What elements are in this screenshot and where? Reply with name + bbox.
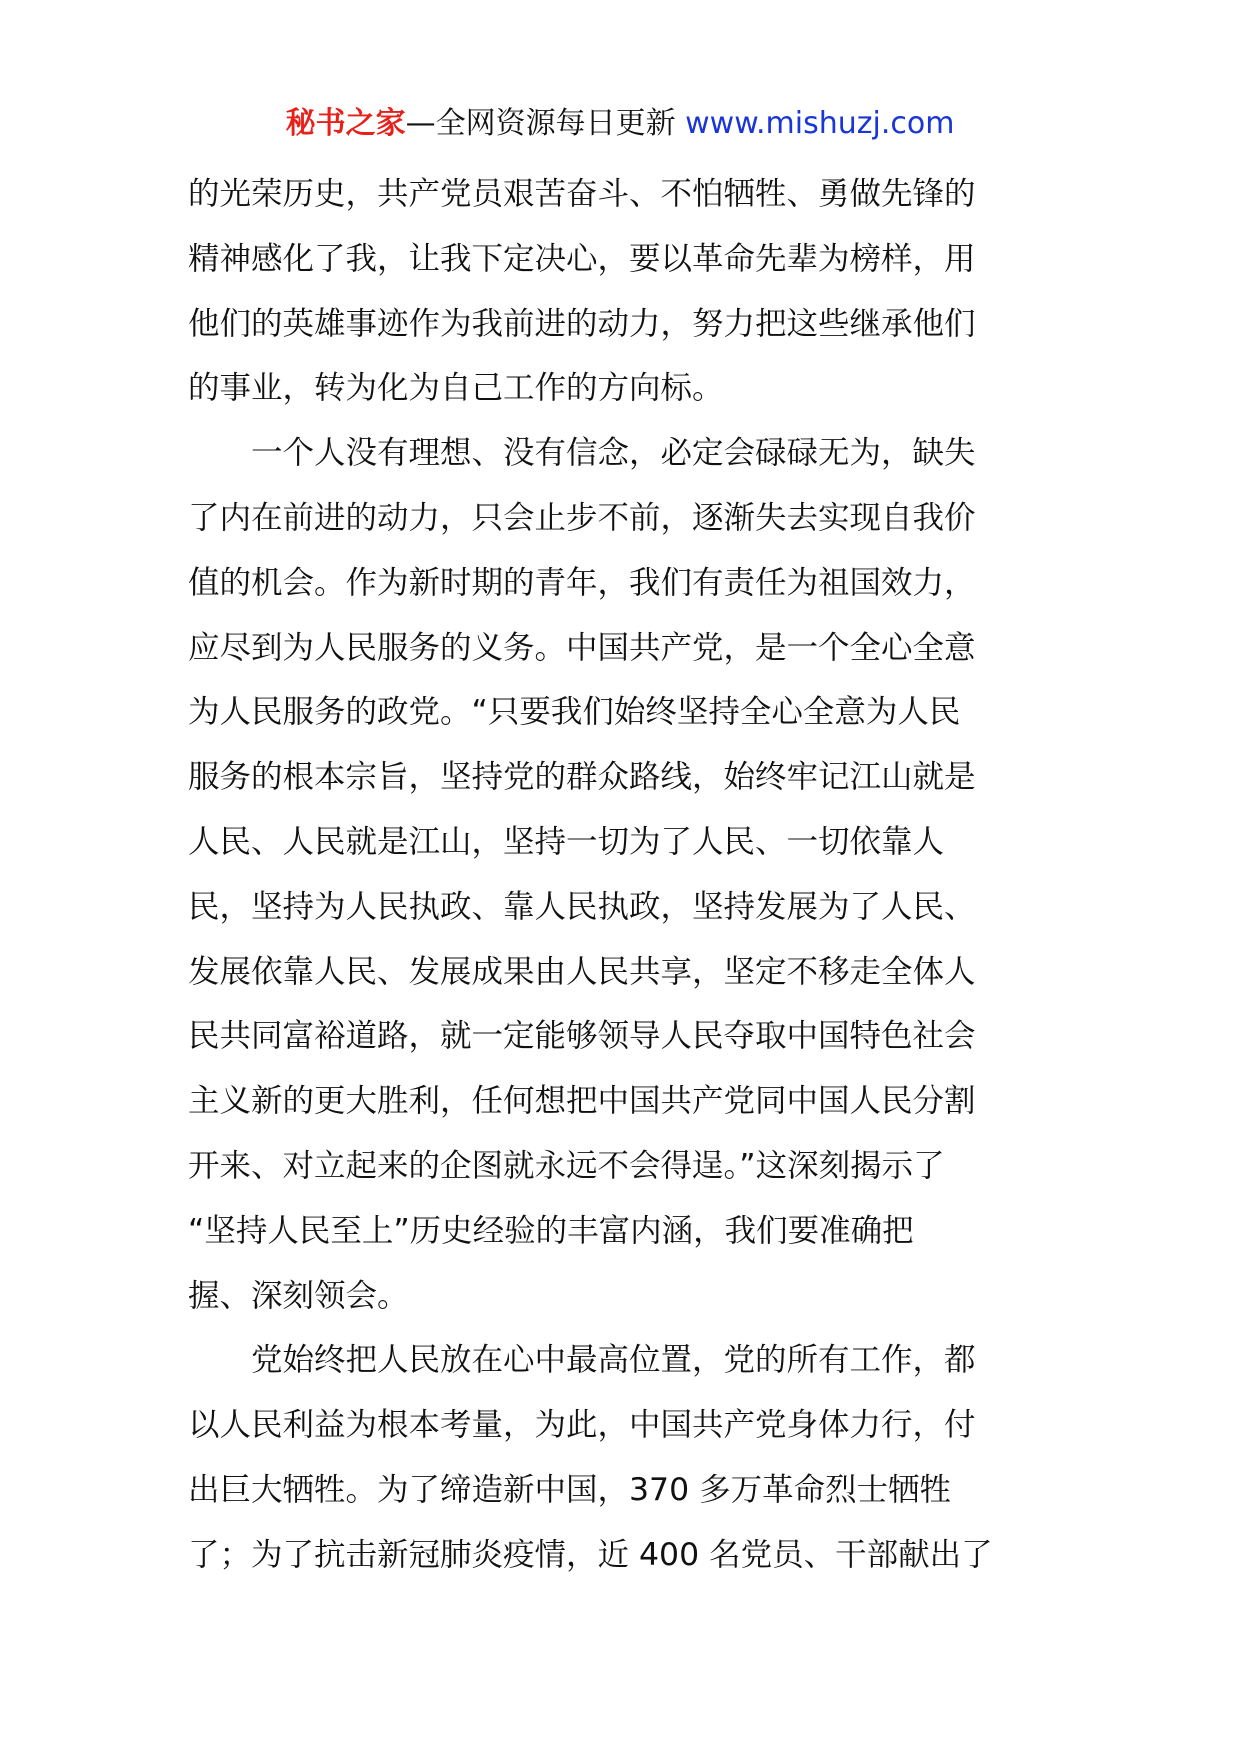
text-line: 民共同富裕道路，就一定能够领导人民夺取中国特色社会 xyxy=(188,1018,976,1055)
text-line: “坚持人民至上”历史经验的丰富内涵，我们要准确把 xyxy=(188,1212,914,1249)
text-line: 服务的根本宗旨，坚持党的群众路线，始终牢记江山就是 xyxy=(188,759,976,796)
text-line: 握、深刻领会。 xyxy=(188,1277,409,1314)
text-line: 人民、人民就是江山，坚持一切为了人民、一切依靠人 xyxy=(188,823,945,860)
text-line: 民，坚持为人民执政、靠人民执政，坚持发展为了人民、 xyxy=(188,888,976,925)
text-line: 发展依靠人民、发展成果由人民共享，坚定不移走全体人 xyxy=(188,953,976,990)
site-url-link[interactable]: www.mishuzj.com xyxy=(685,106,955,141)
brand-name: 秘书之家 xyxy=(285,106,406,141)
document-body xyxy=(188,162,1058,1588)
text-line: 值的机会。作为新时期的青年，我们有责任为祖国效力， xyxy=(188,564,976,601)
text-line: 的事业，转为化为自己工作的方向标。 xyxy=(188,370,724,407)
text-line: 以人民利益为根本考量，为此，中国共产党身体力行，付 xyxy=(188,1407,976,1444)
text-line: 他们的英雄事迹作为我前进的动力，努力把这些继承他们 xyxy=(188,305,976,342)
header-tagline: —全网资源每日更新 xyxy=(405,106,676,141)
page-header xyxy=(0,102,1240,146)
text-line: 的光荣历史，共产党员艰苦奋斗、不怕牺牲、勇做先锋的 xyxy=(188,176,976,212)
text-line: 精神感化了我，让我下定决心，要以革命先辈为榜样，用 xyxy=(188,240,976,277)
text-line: 了内在前进的动力，只会止步不前，逐渐失去实现自我价 xyxy=(188,499,976,536)
text-line: 主义新的更大胜利，任何想把中国共产党同中国人民分割 xyxy=(188,1083,976,1120)
text-line: 了；为了抗击新冠肺炎疫情，近 400 名党员、干部献出了 xyxy=(188,1536,993,1573)
text-line: 出巨大牺牲。为了缔造新中国，370 多万革命烈士牺牲 xyxy=(188,1471,952,1508)
text-line: 为人民服务的政党。“只要我们始终坚持全心全意为人民 xyxy=(188,694,961,731)
text-line: 党始终把人民放在心中最高位置，党的所有工作，都 xyxy=(188,1342,976,1379)
text-line: 应尽到为人民服务的义务。中国共产党，是一个全心全意 xyxy=(188,629,976,666)
text-line: 开来、对立起来的企图就永远不会得逞。”这深刻揭示了 xyxy=(188,1147,945,1184)
text-line: 一个人没有理想、没有信念，必定会碌碌无为，缺失 xyxy=(188,435,976,472)
